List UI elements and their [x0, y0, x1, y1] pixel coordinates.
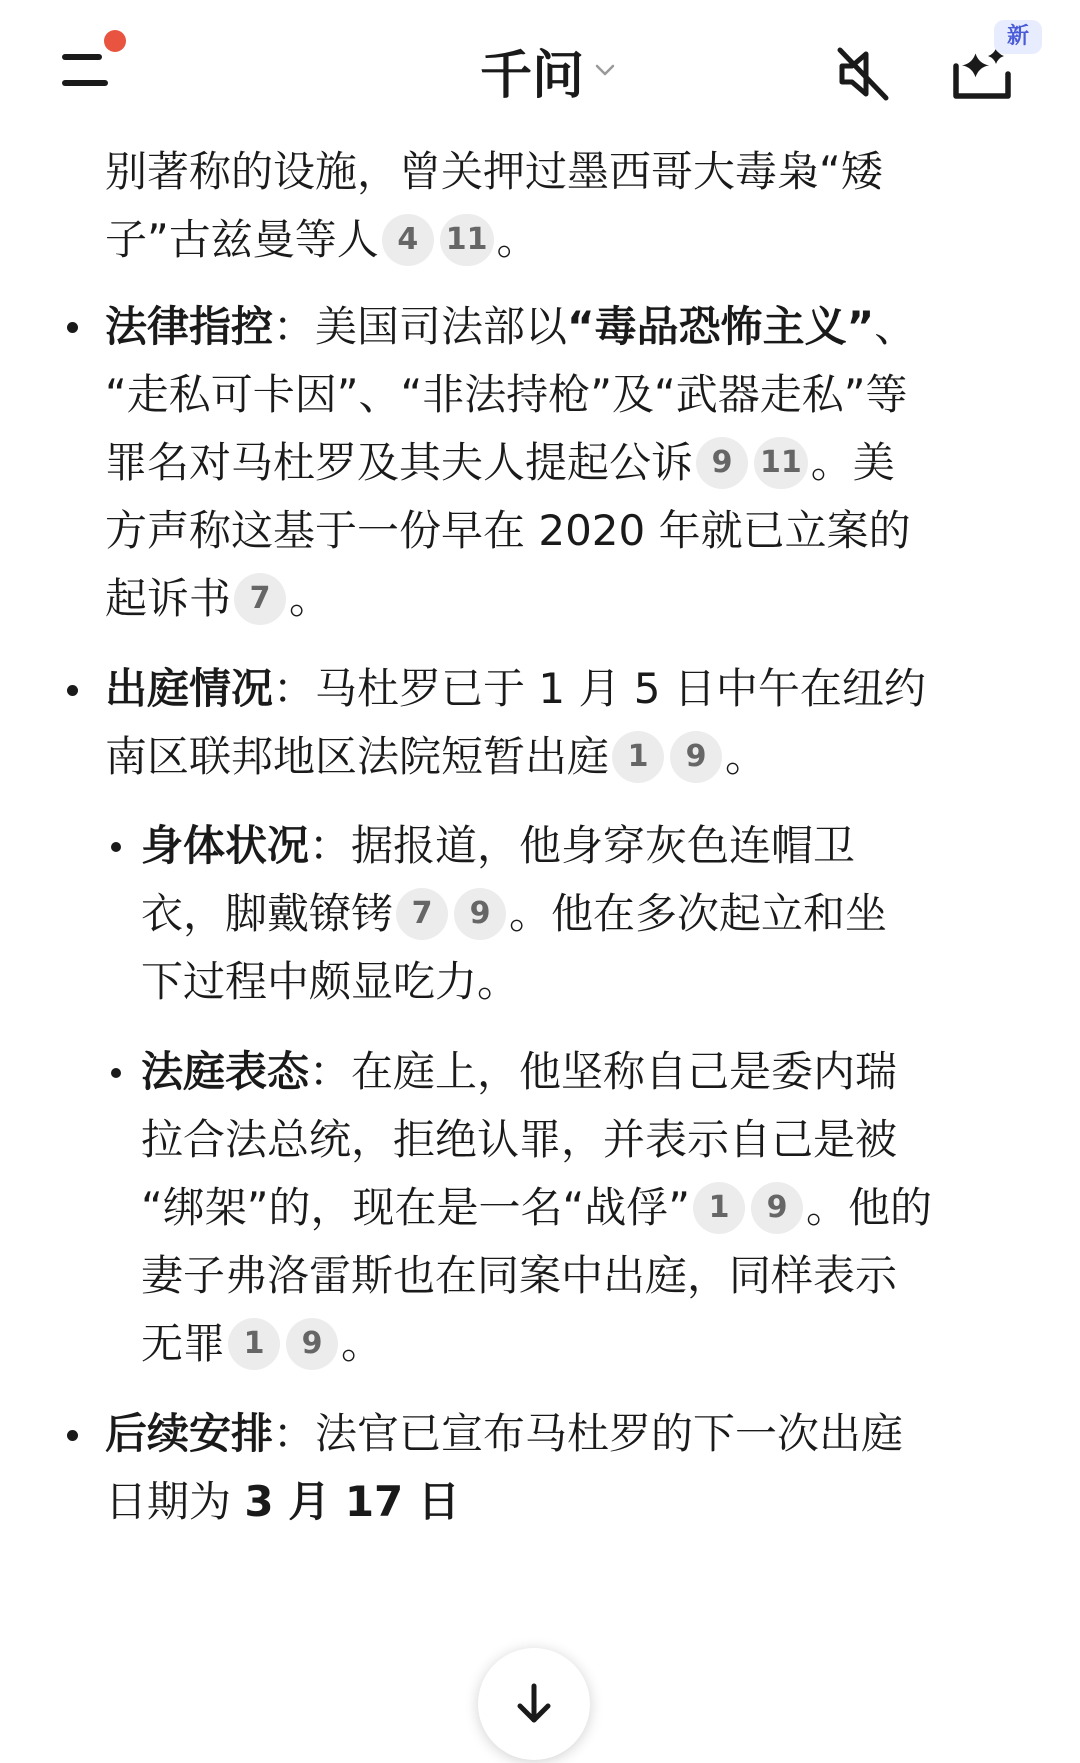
paragraph-line: 别著称的设施，曾关押过墨西哥大毒枭“矮: [105, 147, 883, 196]
citation-badge[interactable]: 7: [234, 573, 286, 625]
citation-badge[interactable]: 9: [454, 888, 506, 940]
paragraph-line: 衣，脚戴镣铐 7 9 。他在多次起立和坐: [141, 889, 888, 938]
app-title: 千问: [480, 45, 585, 106]
paragraph-line: 子”古兹曼等人 4 11 。: [105, 215, 539, 264]
paragraph-line: 下过程中颇显吃力。: [141, 957, 520, 1006]
paragraph-line: 方声称这基于一份早在 2020 年就已立案的: [105, 506, 911, 555]
citation-badge[interactable]: 9: [696, 437, 748, 489]
paragraph-line: 南区联邦地区法院短暂出庭 1 9 。: [105, 732, 768, 781]
volume-mute-icon[interactable]: [830, 42, 894, 106]
paragraph-line: 日期为 3 月 17 日: [105, 1477, 460, 1526]
menu-button[interactable]: [62, 48, 126, 96]
paragraph-line: 起诉书 7 。: [105, 574, 332, 623]
scroll-to-bottom-button[interactable]: [478, 1648, 590, 1760]
paragraph-line: “走私可卡因”、“非法持枪”及“武器走私”等: [105, 370, 908, 419]
citation-badge[interactable]: 4: [382, 214, 434, 266]
citation-badge[interactable]: 11: [440, 214, 494, 266]
paragraph-line: 拉合法总统，拒绝认罪，并表示自己是被: [141, 1115, 898, 1164]
paragraph-line: “绑架”的，现在是一名“战俘” 1 9 。他的: [141, 1183, 933, 1232]
list-item-followup: 后续安排：法官已宣布马杜罗的下一次出庭: [105, 1409, 904, 1458]
notification-dot: [104, 30, 126, 52]
bullet-point: [67, 685, 78, 696]
citation-badge[interactable]: 9: [670, 731, 722, 783]
arrow-down-icon: [514, 1682, 554, 1726]
citation-badge[interactable]: 1: [693, 1182, 745, 1234]
list-item-body-status: 身体状况：据报道，他身穿灰色连帽卫: [141, 821, 856, 870]
list-item-court-stance: 法庭表态：在庭上，他坚称自己是委内瑞: [141, 1047, 898, 1096]
paragraph-line: 妻子弗洛雷斯也在同案中出庭，同样表示: [141, 1251, 898, 1300]
citation-badge[interactable]: 9: [286, 1318, 338, 1370]
paragraph-line: 罪名对马杜罗及其夫人提起公诉 9 11 。美: [105, 438, 895, 487]
sub-bullet-point: [111, 1068, 121, 1078]
bullet-point: [67, 1430, 78, 1441]
top-bar: [0, 0, 1080, 140]
new-badge: 新: [994, 20, 1042, 54]
citation-badge[interactable]: 9: [751, 1182, 803, 1234]
citation-badge[interactable]: 11: [754, 437, 808, 489]
citation-badge[interactable]: 7: [396, 888, 448, 940]
chevron-down-icon: [594, 63, 616, 77]
paragraph-line: 无罪 1 9 。: [141, 1319, 384, 1368]
list-item-legal: 法律指控：美国司法部以“毒品恐怖主义”、: [105, 302, 917, 351]
model-selector[interactable]: [480, 40, 616, 106]
sub-bullet-point: [111, 842, 121, 852]
menu-icon-line: [62, 80, 108, 86]
bullet-point: [67, 322, 78, 333]
citation-badge[interactable]: 1: [228, 1318, 280, 1370]
menu-icon: [62, 54, 102, 60]
list-item-court: 出庭情况：马杜罗已于 1 月 5 日中午在纽约: [105, 664, 926, 713]
citation-badge[interactable]: 1: [612, 731, 664, 783]
